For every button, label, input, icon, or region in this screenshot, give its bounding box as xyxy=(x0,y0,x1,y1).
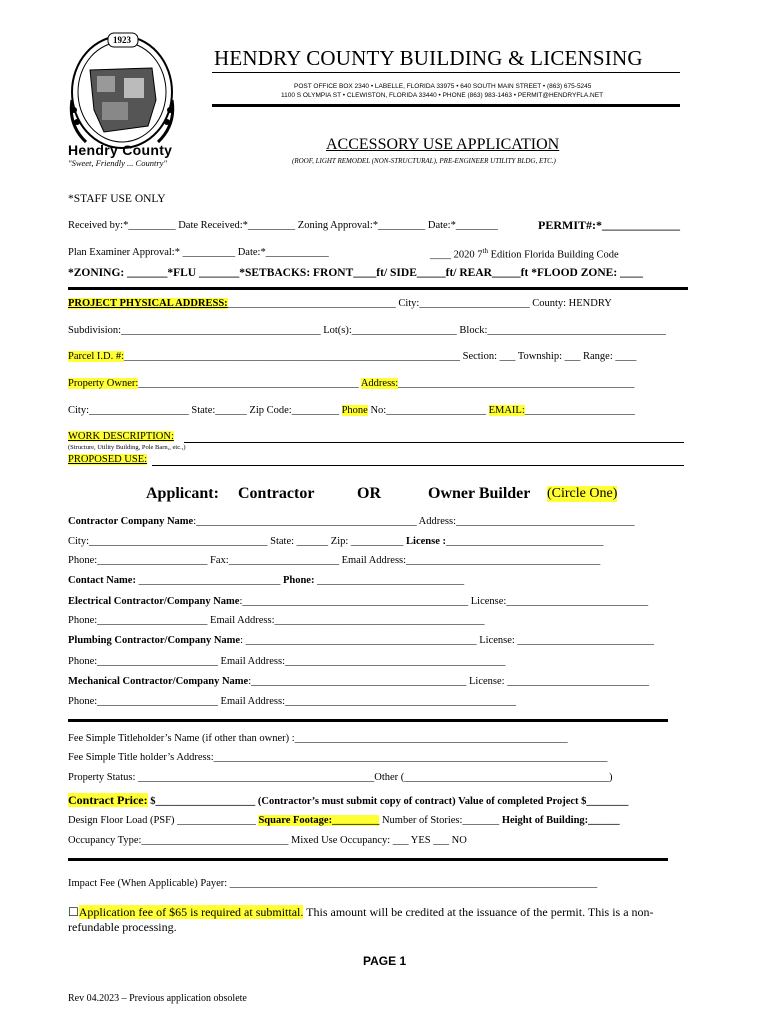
project-address-field[interactable]: ________________________________ City:_____________________ County: HENDRY xyxy=(227,298,612,309)
electrical-label: Electrical Contractor/Company Name xyxy=(68,596,240,607)
design-floor-load-field[interactable]: Design Floor Load (PSF) _______________ xyxy=(68,815,256,826)
proposed-use-label: PROPOSED USE: xyxy=(68,454,148,465)
email-field[interactable]: _____________________ xyxy=(524,405,636,416)
address-line-2: 1100 S OLYMPIA ST • CLEWISTON, FLORIDA 33440 • PHONE (863) 983-1463 • PERMIT@HENDRYFLA.NET xyxy=(281,92,604,99)
contractor-city-field[interactable]: City:__________________________________ State: ______ Zip: __________ xyxy=(68,536,404,547)
impact-fee-field[interactable]: Impact Fee (When Applicable) Payer: ______________________________________________________________________ xyxy=(68,878,598,889)
city-row[interactable] xyxy=(68,405,635,416)
contractor-city-row[interactable] xyxy=(68,536,604,547)
staff-received-line: Received by:*_________ Date Received:*_________ Zoning Approval:*_________ Date:*________ xyxy=(68,220,498,231)
city-state-zip-field[interactable]: City:___________________ State:______ Zip Code:_________ xyxy=(68,405,339,416)
contact-row[interactable] xyxy=(68,575,464,586)
contact-name-field[interactable]: ___________________________ xyxy=(135,575,283,586)
fee-rule xyxy=(68,858,668,861)
form-subtitle: (ROOF, LIGHT REMODEL (NON-STRUCTURAL), PRE-ENGINEER UTILITY BLDG, ETC.) xyxy=(292,157,556,165)
application-fee-line-2: refundable processing. xyxy=(68,920,177,934)
form-title: ACCESSORY USE APPLICATION xyxy=(326,136,560,153)
mechanical-label: Mechanical Contractor/Company Name xyxy=(68,676,249,687)
project-address-row[interactable] xyxy=(68,298,612,309)
square-footage-field[interactable]: _________ xyxy=(332,815,380,826)
header-rule-bottom xyxy=(212,104,680,107)
owner-field[interactable]: __________________________________________ xyxy=(138,378,359,389)
agency-title: HENDRY COUNTY BUILDING & LICENSING xyxy=(214,46,643,70)
hendry-county-logo xyxy=(64,30,184,170)
contractors-rule xyxy=(68,719,668,722)
application-fee-highlight: Application fee of $65 is required at submittal. xyxy=(78,905,304,919)
mechanical-phone-field[interactable]: Phone:_______________________ Email Address:____________________________________________ xyxy=(68,696,516,707)
subdivision-field[interactable]: Subdivision:______________________________________ Lot(s):____________________ Block:__________________________________ xyxy=(68,325,666,336)
email-label: EMAIL: xyxy=(488,405,525,416)
circle-one-note: (Circle One) xyxy=(547,486,618,501)
mechanical-row[interactable] xyxy=(68,676,649,687)
occupancy-field[interactable]: Occupancy Type:____________________________ Mixed Use Occupancy: ___ YES ___ NO xyxy=(68,835,467,846)
staff-heading: *STAFF USE ONLY xyxy=(68,193,166,205)
owner-label: Property Owner: xyxy=(68,378,139,389)
logo-slogan: "Sweet, Friendly ... Country" xyxy=(68,158,167,168)
permit-number-field[interactable]: PERMIT#:*_____________ xyxy=(538,218,680,232)
proposed-use-field[interactable] xyxy=(152,465,684,466)
electrical-field[interactable]: :___________________________________________ License:___________________________ xyxy=(239,596,649,607)
design-row[interactable] xyxy=(68,815,620,826)
contractor-phone-field[interactable]: Phone:_____________________ Fax:_____________________ Email Address:_____________________________________ xyxy=(68,555,601,566)
applicant-or: OR xyxy=(357,485,381,502)
staff-rule xyxy=(68,287,688,290)
address-line-1: POST OFFICE BOX 2340 • LABELLE, FLORIDA 33975 • 640 SOUTH MAIN STREET • (863) 675-5245 xyxy=(294,83,592,90)
header-rule-top xyxy=(212,72,680,73)
contractor-company-row[interactable] xyxy=(68,516,635,527)
contact-name-label: Contact Name: xyxy=(68,575,136,586)
plumbing-field[interactable]: : ____________________________________________ License: __________________________ xyxy=(240,635,654,646)
logo-name: Hendry County xyxy=(68,142,173,158)
applicant-label: Applicant: xyxy=(146,485,219,502)
contractor-company-label: Contractor Company Name xyxy=(68,516,194,527)
application-fee-line-1: ☐Application fee of $65 is required at submittal. This amount will be credited at the issuance of the permit. This is a non- xyxy=(68,905,654,919)
phone-label: Phone xyxy=(341,405,368,416)
building-code-line: ____ 2020 7th Edition Florida Building Code xyxy=(430,247,619,261)
titleholder-name-field[interactable]: Fee Simple Titleholder’s Name (if other than owner) :____________________________________________________ xyxy=(68,733,568,744)
parcel-row[interactable] xyxy=(68,351,636,362)
plumbing-row[interactable] xyxy=(68,635,654,646)
owner-address-label: Address: xyxy=(360,378,399,389)
phone-field[interactable]: No:___________________ xyxy=(367,405,486,416)
page-number: PAGE 1 xyxy=(363,954,407,968)
work-description-field[interactable] xyxy=(184,442,684,443)
building-height-field[interactable]: ______ xyxy=(588,815,620,826)
owner-address-field[interactable]: _____________________________________________ xyxy=(398,378,635,389)
work-description-note: (Structure, Utility Building, Pole Barn,, etc.,) xyxy=(68,444,186,451)
square-footage-label: Square Footage: xyxy=(258,815,333,826)
stories-field[interactable]: Number of Stories:_______ xyxy=(379,815,500,826)
revision-note: Rev 04.2023 – Previous application obsolete xyxy=(68,993,247,1004)
zoning-setbacks-line: *ZONING: _______*FLU _______*SETBACKS: FRONT____ft/ SIDE_____ft/ REAR_____ft *FLOOD ZONE: ____ xyxy=(68,267,644,279)
property-status-field[interactable]: Property Status: _____________________________________________Other (_______________________________________) xyxy=(68,772,613,783)
contract-price-label: Contract Price: xyxy=(68,793,148,807)
electrical-phone-field[interactable]: Phone:_____________________ Email Address:________________________________________ xyxy=(68,615,485,626)
contractor-company-field[interactable]: :__________________________________________ Address:__________________________________ xyxy=(193,516,635,527)
parcel-label: Parcel I.D. #: xyxy=(68,351,124,362)
parcel-field[interactable]: ________________________________________________________________ Section: ___ Township: ___ Range: ____ xyxy=(123,351,637,362)
applicant-owner-builder-option[interactable]: Owner Builder xyxy=(428,485,531,502)
building-height-label: Height of Building: xyxy=(499,815,589,826)
mechanical-field[interactable]: :_________________________________________ License: ___________________________ xyxy=(248,676,649,687)
contractor-license-field[interactable]: ______________________________ xyxy=(446,536,604,547)
electrical-row[interactable] xyxy=(68,596,648,607)
contract-price-row[interactable] xyxy=(68,793,628,808)
titleholder-address-field[interactable]: Fee Simple Title holder’s Address:___________________________________________________________________________ xyxy=(68,752,608,763)
project-address-label: PROJECT PHYSICAL ADDRESS: xyxy=(68,298,228,309)
contact-phone-label: Phone: xyxy=(282,575,315,586)
plumbing-label: Plumbing Contractor/Company Name xyxy=(68,635,241,646)
contractor-license-label: License : xyxy=(406,536,446,547)
owner-row[interactable] xyxy=(68,378,634,389)
work-description-label: WORK DESCRIPTION: xyxy=(68,431,174,442)
plan-examiner-line: Plan Examiner Approval:* __________ Date:*____________ xyxy=(68,247,329,258)
logo-year: 1923 xyxy=(113,35,131,45)
plumbing-phone-field[interactable]: Phone:_______________________ Email Address:__________________________________________ xyxy=(68,656,506,667)
contract-price-field[interactable]: $___________________ (Contractor’s must submit copy of contract) Value of completed Project $________ xyxy=(147,796,629,807)
applicant-contractor-option[interactable]: Contractor xyxy=(238,485,315,502)
contact-phone-field[interactable]: ____________________________ xyxy=(314,575,465,586)
application-fee-checkbox-icon[interactable]: ☐ xyxy=(68,905,79,919)
